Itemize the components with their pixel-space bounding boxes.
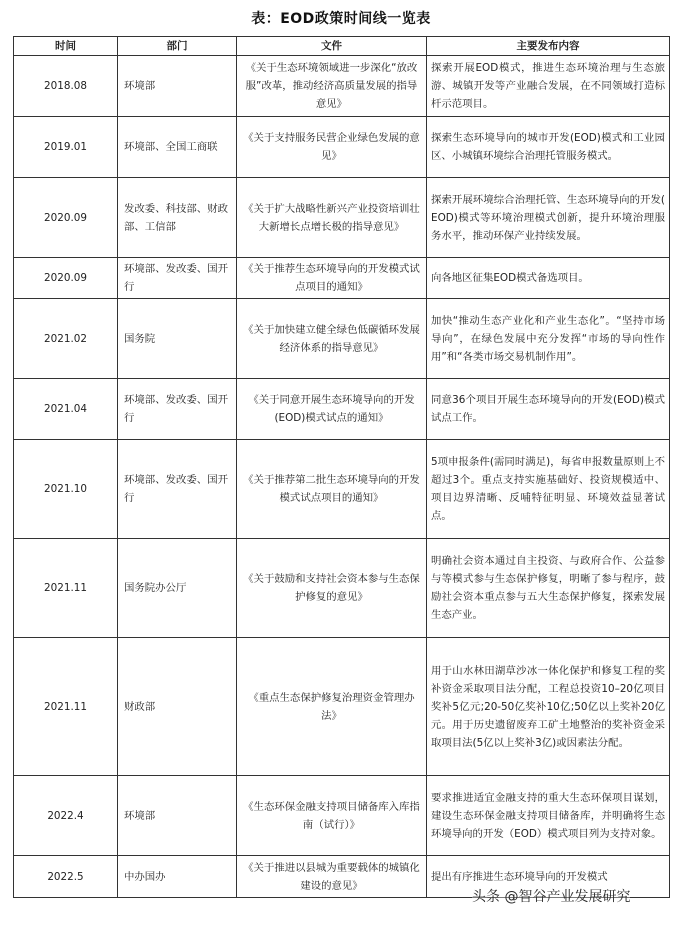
table-row bbox=[14, 258, 670, 299]
cell-time: 2021.04 bbox=[14, 379, 118, 440]
cell-dept: 环境部、发改委、国开行 bbox=[118, 258, 237, 299]
table-row bbox=[14, 56, 670, 117]
cell-content: 5项申报条件(需同时满足)，每省申报数量原则上不超过3个。重点支持实施基础好、投资规模适中、项目边界清晰、反哺特征明显、环境效益显著试点。 bbox=[427, 440, 670, 539]
cell-doc: 《关于推进以县城为重要载体的城镇化建设的意见》 bbox=[237, 856, 427, 898]
cell-dept: 环境部 bbox=[118, 776, 237, 856]
header-time: 时间 bbox=[14, 37, 118, 56]
table-row bbox=[14, 776, 670, 856]
header-row bbox=[14, 37, 670, 56]
table-row bbox=[14, 539, 670, 638]
cell-time: 2021.02 bbox=[14, 299, 118, 379]
cell-doc: 《关于同意开展生态环境导向的开发(EOD)模式试点的通知》 bbox=[237, 379, 427, 440]
cell-doc: 《重点生态保护修复治理资金管理办法》 bbox=[237, 638, 427, 776]
cell-content: 探索开展环境综合治理托管、生态环境导向的开发( EOD)模式等环境治理模式创新，提升环境治理服务水平，推动环保产业持续发展。 bbox=[427, 178, 670, 258]
table-row bbox=[14, 638, 670, 776]
cell-doc: 《关于加快建立健全绿色低碳循环发展经济体系的指导意见》 bbox=[237, 299, 427, 379]
cell-time: 2021.11 bbox=[14, 539, 118, 638]
cell-time: 2019.01 bbox=[14, 117, 118, 178]
cell-dept: 国务院办公厅 bbox=[118, 539, 237, 638]
cell-dept: 环境部、全国工商联 bbox=[118, 117, 237, 178]
cell-dept: 国务院 bbox=[118, 299, 237, 379]
cell-dept: 财政部 bbox=[118, 638, 237, 776]
table-row bbox=[14, 117, 670, 178]
cell-dept: 中办国办 bbox=[118, 856, 237, 898]
cell-doc: 《关于推荐生态环境导向的开发模式试点项目的通知》 bbox=[237, 258, 427, 299]
table-row bbox=[14, 178, 670, 258]
watermark: 头条 @智谷产业发展研究 bbox=[472, 886, 630, 906]
header-dept: 部门 bbox=[118, 37, 237, 56]
cell-time: 2020.09 bbox=[14, 258, 118, 299]
table-title: 表：EOD政策时间线一览表 bbox=[251, 11, 431, 27]
cell-time: 2022.5 bbox=[14, 856, 118, 898]
cell-dept: 环境部、发改委、国开行 bbox=[118, 379, 237, 440]
cell-content: 提出有序推进生态环境导向的开发模式 bbox=[427, 856, 670, 898]
cell-time: 2018.08 bbox=[14, 56, 118, 117]
cell-content: 明确社会资本通过自主投资、与政府合作、公益参与等模式参与生态保护修复，明晰了参与程序，鼓励社会资本重点参与五大生态保护修复，探索发展生态产业。 bbox=[427, 539, 670, 638]
table-row bbox=[14, 440, 670, 539]
cell-doc: 《关于鼓励和支持社会资本参与生态保护修复的意见》 bbox=[237, 539, 427, 638]
table-row bbox=[14, 379, 670, 440]
cell-time: 2022.4 bbox=[14, 776, 118, 856]
cell-content: 加快“推动生态产业化和产业生态化”。“坚持市场导向”，在绿色发展中充分发挥“市场的导向性作用”和“各类市场交易机制作用”。 bbox=[427, 299, 670, 379]
cell-content: 探索开展EOD模式，推进生态环境治理与生态旅游、城镇开发等产业融合发展，在不同领域打造标杆示范项目。 bbox=[427, 56, 670, 117]
cell-doc: 《关于支持服务民营企业绿色发展的意见》 bbox=[237, 117, 427, 178]
cell-time: 2021.10 bbox=[14, 440, 118, 539]
cell-dept: 环境部、发改委、国开行 bbox=[118, 440, 237, 539]
cell-doc: 《关于生态环境领域进一步深化“放改服”改革，推动经济高质量发展的指导意见》 bbox=[237, 56, 427, 117]
cell-dept: 环境部 bbox=[118, 56, 237, 117]
cell-content: 探索生态环境导向的城市开发(EOD)模式和工业园区、小城镇环境综合治理托管服务模式。 bbox=[427, 117, 670, 178]
cell-content: 同意36个项目开展生态环境导向的开发(EOD)模式试点工作。 bbox=[427, 379, 670, 440]
cell-dept: 发改委、科技部、财政部、工信部 bbox=[118, 178, 237, 258]
cell-doc: 《关于推荐第二批生态环境导向的开发模式试点项目的通知》 bbox=[237, 440, 427, 539]
cell-content: 用于山水林田湖草沙冰一体化保护和修复工程的奖补资金采取项目法分配，工程总投资10–20亿项目奖补5亿元;20-50亿奖补10亿;50亿以上奖补20亿元。用于历史遗留废弃工矿土地整治的奖补资金采取项目法(5亿以上奖补3亿)或因素法分配。 bbox=[427, 638, 670, 776]
cell-content: 向各地区征集EOD模式备选项目。 bbox=[427, 258, 670, 299]
cell-doc: 《关于扩大战略性新兴产业投资培训壮大新增长点增长极的指导意见》 bbox=[237, 178, 427, 258]
eod-policy-table bbox=[13, 36, 670, 898]
header-content: 主要发布内容 bbox=[427, 37, 670, 56]
cell-time: 2021.11 bbox=[14, 638, 118, 776]
cell-content: 要求推进适宜金融支持的重大生态环保项目谋划，建设生态环保金融支持项目储备库，并明确将生态环境导向的开发（EOD）模式项目列为支持对象。 bbox=[427, 776, 670, 856]
cell-doc: 《生态环保金融支持项目储备库入库指南（试行）》 bbox=[237, 776, 427, 856]
header-doc: 文件 bbox=[237, 37, 427, 56]
cell-time: 2020.09 bbox=[14, 178, 118, 258]
table-row bbox=[14, 299, 670, 379]
